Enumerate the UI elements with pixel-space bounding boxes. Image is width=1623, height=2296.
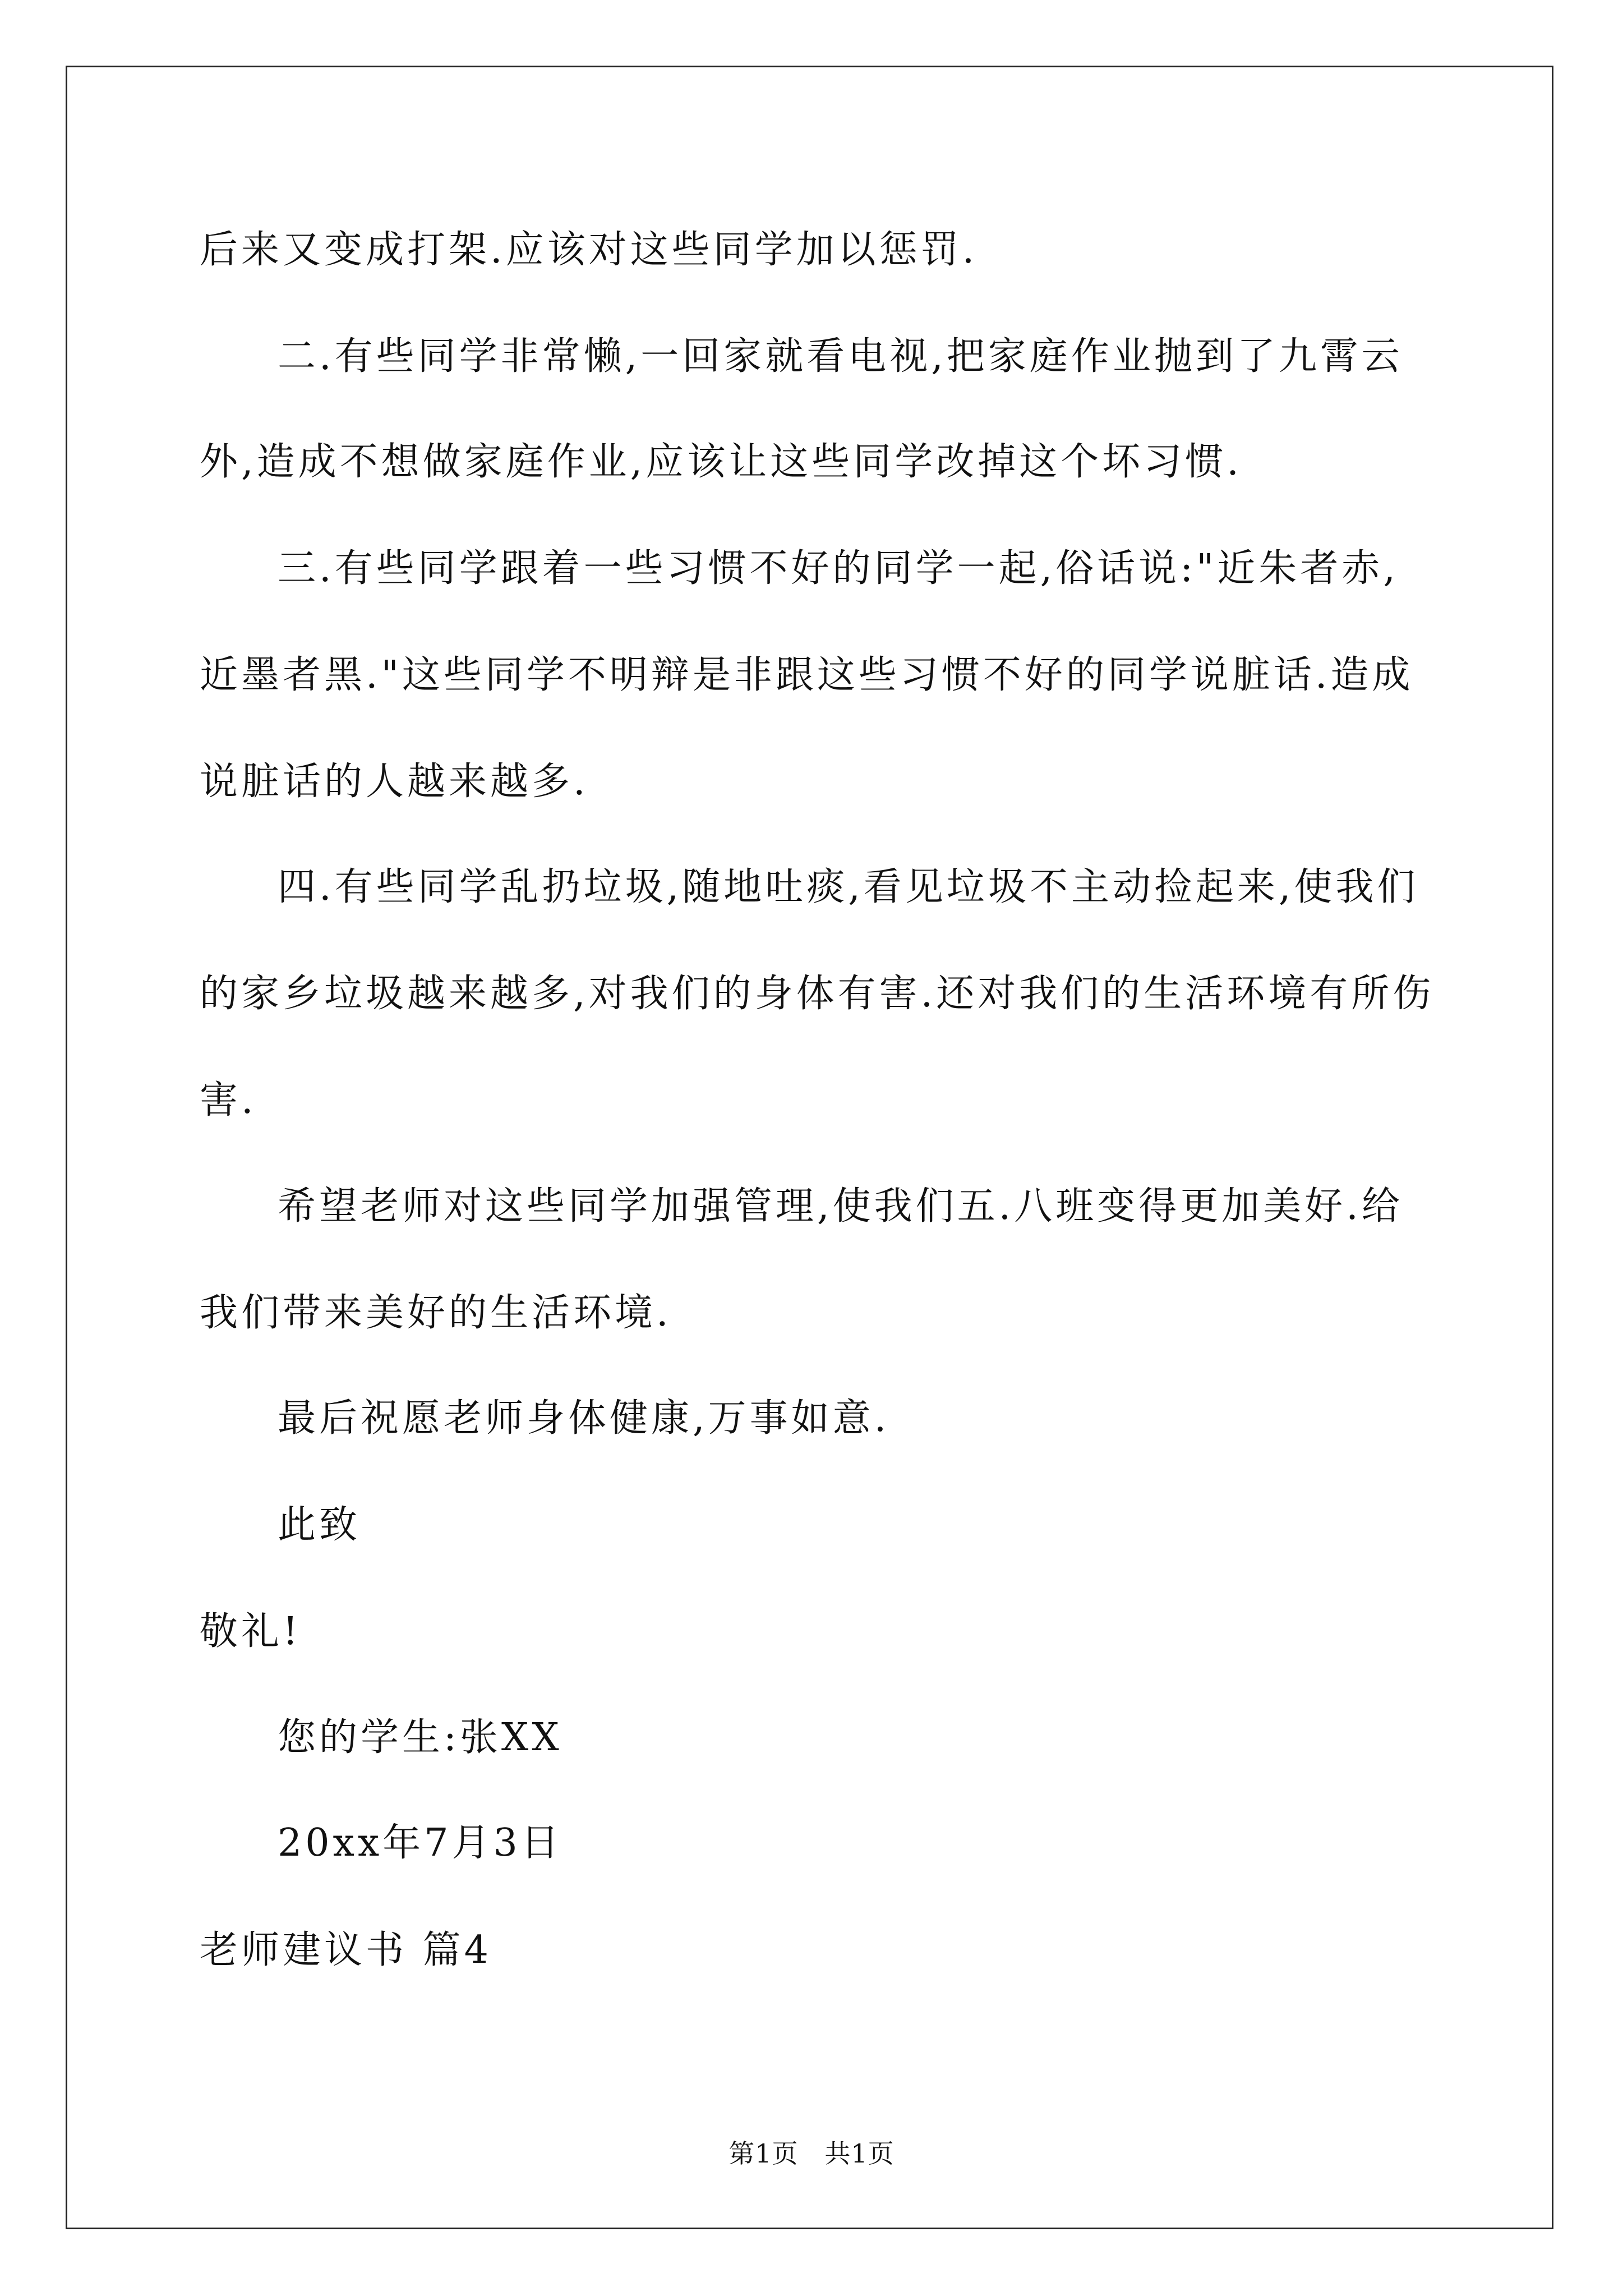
text-line: 后来又变成打架.应该对这些同学加以惩罚. <box>200 228 978 272</box>
text-line: 二.有些同学非常懒,一回家就看电视,把家庭作业抛到了九霄云 <box>278 334 1403 379</box>
text-line: 最后祝愿老师身体健康,万事如意. <box>278 1396 890 1441</box>
section-heading: 老师建议书 篇4 <box>200 1928 492 1972</box>
text-line: 外,造成不想做家庭作业,应该让这些同学改掉这个坏习惯. <box>200 440 1242 484</box>
text-line: 说脏话的人越来越多. <box>200 760 589 804</box>
text-line: 三.有些同学跟着一些习惯不好的同学一起,俗话说:"近朱者赤, <box>278 546 1399 591</box>
page-number-footer: 第1页 共1页 <box>728 2138 895 2169</box>
text-line: 希望老师对这些同学加强管理,使我们五.八班变得更加美好.给 <box>278 1184 1403 1228</box>
text-line: 此致 <box>278 1503 361 1547</box>
text-line: 20xx年7月3日 <box>278 1821 562 1865</box>
text-line: 近墨者黑."这些同学不明辩是非跟这些习惯不好的同学说脏话.造成 <box>200 653 1414 697</box>
text-line: 的家乡垃圾越来越多,对我们的身体有害.还对我们的生活环境有所伤 <box>200 972 1435 1016</box>
text-line: 四.有些同学乱扔垃圾,随地吐痰,看见垃圾不主动捡起来,使我们 <box>278 865 1419 909</box>
text-line: 我们带来美好的生活环境. <box>200 1291 672 1335</box>
page-border <box>66 66 1553 2229</box>
text-line: 害. <box>200 1078 257 1122</box>
text-line: 敬礼! <box>200 1609 302 1654</box>
text-line: 您的学生:张XX <box>278 1715 562 1760</box>
